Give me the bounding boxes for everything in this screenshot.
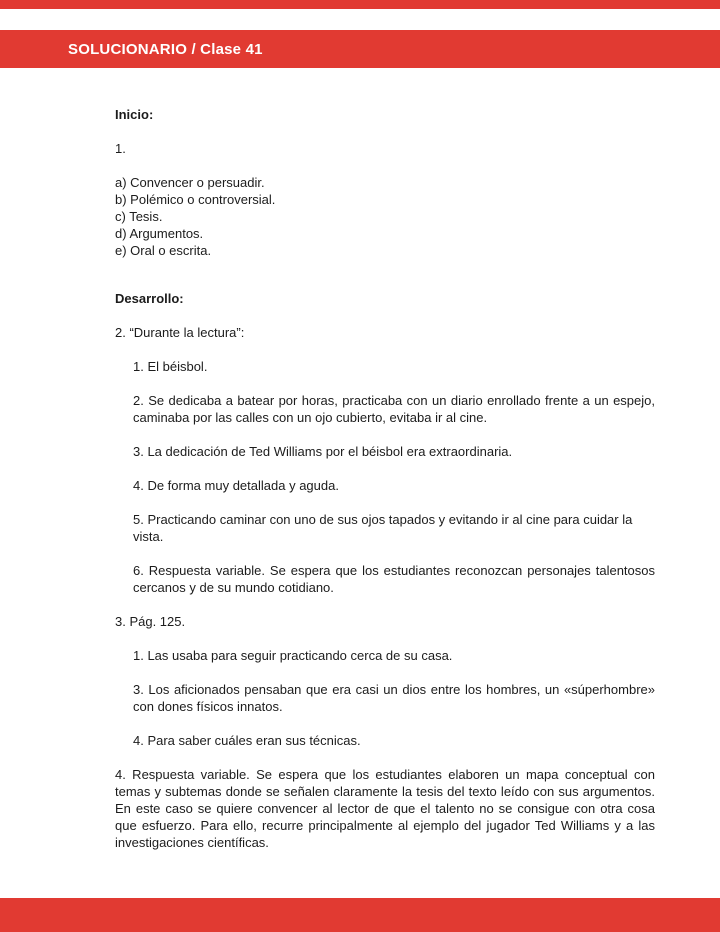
header-bar	[0, 30, 720, 68]
question-3-label: 3. Pág. 125.	[115, 614, 186, 629]
q2-answer-6: 6. Respuesta variable. Se espera que los estudiantes reconozcan personajes talentosos cercanos y de su mundo cotidiano.	[133, 563, 655, 595]
q2-answer-5: 5. Practicando caminar con uno de sus ojos tapados y evitando ir al cine para cuidar la vista.	[133, 512, 633, 544]
section-heading-desarrollo: Desarrollo:	[115, 291, 184, 306]
section-heading-inicio: Inicio:	[115, 107, 154, 122]
q3-answer-3: 3. Los aficionados pensaban que era casi un dios entre los hombres, un «súperhombre» con dones físicos innatos.	[133, 682, 655, 714]
q3-answer-1: 1. Las usaba para seguir practicando cerca de su casa.	[133, 648, 453, 663]
header-title-main: SOLUCIONARIO	[68, 40, 188, 58]
q2-answer-1: 1. El béisbol.	[133, 359, 208, 374]
option-a: a) Convencer o persuadir.	[115, 175, 265, 190]
document-content	[115, 100, 655, 851]
q2-answer-2: 2. Se dedicaba a batear por horas, practicaba con un diario enrollado frente a un espejo, caminaba por las calles con un ojo cubierto, evitaba ir al cine.	[133, 393, 655, 425]
question-1-label: 1.	[115, 141, 126, 156]
footer-bar	[0, 898, 720, 932]
q2-answer-3: 3. La dedicación de Ted Williams por el béisbol era extraordinaria.	[133, 444, 513, 459]
question-4-paragraph: 4. Respuesta variable. Se espera que los estudiantes elaboren un mapa conceptual con temas y subtemas donde se señalen claramente la tesis del texto leído con sus argumentos. En este caso se quiere convencer al lector de que el talento no se consigue con otra cosa que esfuerzo. Para ello, recurre principalmente al ejemplo del jugador Ted Williams y a las investigaciones científicas.	[115, 767, 655, 850]
top-red-strip	[0, 0, 720, 9]
question-1-options	[115, 174, 655, 259]
header-title-sub: / Clase 41	[187, 40, 263, 58]
option-d: d) Argumentos.	[115, 226, 204, 241]
page-title	[68, 41, 263, 58]
q3-answer-4: 4. Para saber cuáles eran sus técnicas.	[133, 733, 361, 748]
question-2-label: 2. “Durante la lectura”:	[115, 325, 245, 340]
q2-answer-4: 4. De forma muy detallada y aguda.	[133, 478, 339, 493]
option-c: c) Tesis.	[115, 209, 163, 224]
option-e: e) Oral o escrita.	[115, 243, 212, 258]
option-b: b) Polémico o controversial.	[115, 192, 276, 207]
